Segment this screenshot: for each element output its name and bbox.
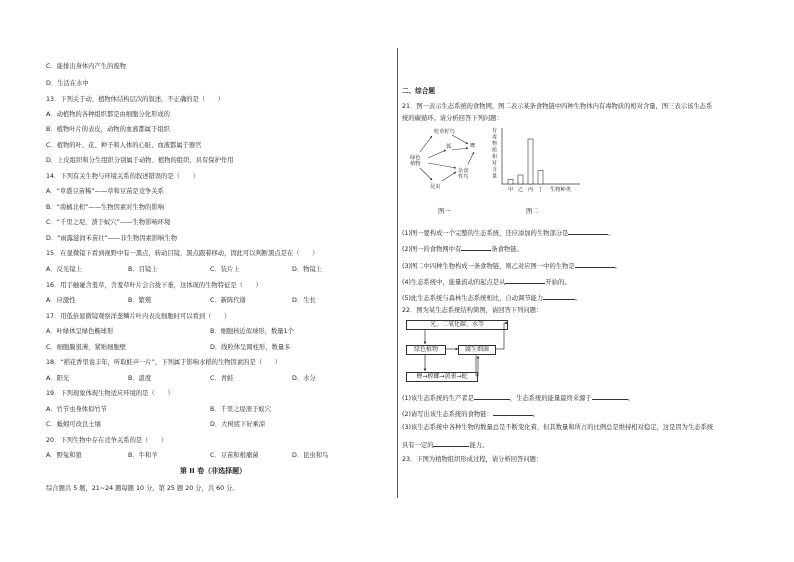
q21-part2-end: 条食物链。 [491,246,523,253]
q21-part3-blank[interactable] [575,261,615,268]
q17-stem: 17．用低倍显微镜观察洋葱鳞片叶内表皮细胞时可以看到（ ） [46,313,231,320]
q17-option-d: D．线粒体呈圆柱形，数量多 [210,344,291,351]
q21-part5-blank[interactable] [543,293,575,300]
q22-part1-text: (1)该生态系统的生产者是 [402,395,474,402]
q21-part4 [402,277,571,287]
q14-option-b: B．“南橘北枳”——生物因素对生物的影响 [46,204,164,211]
q21-part2-blank[interactable] [461,244,491,251]
q12-option-d: D．生活在水中 [46,80,89,87]
q22-part1 [402,393,634,403]
q17-option-a: A．叶绿体呈绿色椭球形 [46,328,114,335]
q15-option-a: A．反光镜上 [46,266,82,273]
q20-stem: 20．下列生物中存在竞争关系的是（ ） [46,437,168,444]
q18-option-b: B．温度 [128,375,152,382]
q19-option-d: D．大树底下好乘凉 [210,421,266,428]
figure2-category-label: 丙 [528,187,534,193]
q14-option-a: A．“草盛豆苗稀”——草和豆苗是竞争关系 [46,188,164,195]
q21-part3-text: (3)图二中四种生物构成一条食物链，则乙对应图一中的生物是 [402,263,575,270]
q22-part2-end: 。 [532,411,540,418]
q20-option-d: D．昆虫和鸟 [292,452,329,459]
figure2-bar [528,139,533,184]
q22-part2-blank[interactable] [493,409,533,416]
q22-part3: (3)该生态系统中各种生物的数量总是不断变化着，但其数量和所占的比例总是维持相对稳定，这是因为生态系统 [402,424,714,431]
q21-part4-end: 开始的。 [545,279,571,286]
q19-option-a: A．竹节虫身体似竹节 [46,406,107,413]
q17-option-b: B．细胞核近似球形，数量1个 [210,328,294,335]
figure2-bar [538,171,543,185]
node-green-plant: 绿色植物 [410,155,421,167]
q22-stem: 22．图为某生态系统结构简图，请回答下列问题： [402,307,543,314]
figure2-bar-chart [490,126,590,198]
q18-option-a: A．阳光 [46,375,70,382]
q22-part1-blank-a[interactable] [474,393,510,400]
q22-part1-blank-b[interactable] [592,393,628,400]
q21-part3-end: 。 [614,263,621,270]
figure2-ylabel-char: 有 [492,128,498,134]
column-divider [397,48,398,498]
food-chain-box: 蝉→螳螂→黄雀→蛇 [406,372,478,382]
q14-option-d: D．“雨露滋润禾苗壮”——非生物因素影响生物 [46,235,178,242]
q22-part3-cont-text: 具有一定的 [402,442,434,449]
figure2-category-label: 甲 [508,187,514,193]
q21-part4-blank[interactable] [505,277,545,284]
node-insect: 昆虫 [430,184,441,190]
figure2-ylabel-char: 物 [492,141,498,147]
q22-part3-cont [402,440,488,450]
section-title-comprehensive: 二、综合题 [402,87,435,95]
q15-stem: 15．在显微镜下看到视野中有一黑点，转动目镜，黑点跟着移动，因此可以判断黑点是在（ ） [46,250,319,257]
q21-part1-blank[interactable] [568,228,608,235]
node-hawk: 鹰 [470,143,476,149]
q21-part2 [402,244,523,254]
q15-option-d: D．物镜上 [292,266,323,273]
figure2-category-label: 乙 [518,187,524,193]
q15-option-b: B．目镜上 [128,266,158,273]
q22-part1-mid: ，生态系统的能量最终来源于 [509,395,592,402]
node-omnivore-bird: 杂食性鸟 [458,168,469,180]
q16-option-b: B．繁殖 [128,297,152,304]
q22-part2-text: (2)请写出该生态系统的食物链： [402,411,493,418]
q21-stem: 21．图一表示生态系统的食物网，图二表示某条食物链中四种生物体内有毒物质的相对含量，图三表示该生态系 [402,103,713,110]
q17-option-c: C．细胞膜很薄，紧贴细胞壁 [46,344,126,351]
q22-part2 [402,409,539,419]
figure2-ylabel-char: 毒 [492,134,498,141]
q21-part2-text: (2)图一的食物网中有 [402,246,462,253]
figure1-food-web [408,126,488,206]
figure2-caption: 图二 [526,208,539,215]
q21-part5-text: (5)此生态系统与森林生态系统相比，自动调节能力 [402,295,544,302]
node-seed-bird: 吃草籽鸟 [434,129,455,135]
q22-part3-end: 能力。 [469,442,489,449]
q20-option-c: C．豆苗和根瘤菌 [210,452,259,459]
q13-option-a: A．动植物的各种组织都是由细胞分化形成的 [46,111,170,118]
q13-option-d: D．上皮组织和分生组织分别属于动物、植物的组织，具有保护作用 [46,157,234,164]
q20-option-b: B．牛和羊 [128,452,158,459]
figure2-xlabel: 生物种类 [550,187,571,193]
figure2-ylabel-char: 含 [492,167,498,173]
q21-part4-text: (4)生态系统中，能量流动的起点是从 [402,279,506,286]
q18-option-d: D．水分 [292,375,316,382]
q18-option-c: C．青蛙 [210,375,234,382]
figure2-category-label: 丁 [538,187,544,193]
q21-part5 [402,293,581,303]
q21-stem-cont: 统的碳循环。请分析回答下列问题： [402,115,503,122]
q22-part3-blank[interactable] [433,440,469,447]
q19-option-b: B．千里之堤溃于蚁穴 [210,406,271,413]
q23-stem: 23．下图为植物组织形成过程，请分析回答问题： [402,456,543,463]
q14-stem: 14．下列有关生物与环境关系的叙述错误的是（ ） [46,173,199,180]
q16-option-a: A．应激性 [46,297,76,304]
abiotic-factors-box: 光、二氧化碳、水等 [406,320,508,330]
q20-option-a: A．野兔和狼 [46,452,82,459]
q22-diagram-arrows [400,318,520,388]
q16-stem: 16．用手触碰含羞草，含羞草叶片会合拢下垂，这体现的生物特征是（ ） [46,282,262,289]
figure1-caption: 图一 [438,208,451,215]
q21-part5-end: 。 [575,295,582,302]
q19-stem: 19．下列现象体现生物适应环境的是（ ） [46,390,174,397]
green-plant-box: 绿色植物 [406,345,446,355]
q16-option-c: C．新陈代谢 [210,297,246,304]
q18-stem: 18．“稻花香里说丰年，听取蛙声一片”，下列属于影响水稻的生物因素的是（ ） [46,359,281,366]
node-fox: 狐 [446,144,452,150]
q21-part3 [402,261,621,271]
section2-note: 综合题共 5 题，21~24 题每题 10 分，第 25 题 20 分，共 60 分。 [46,485,239,492]
q21-part1-end: 。 [608,230,615,237]
figure2-ylabel-char: 相 [492,154,498,160]
q15-option-c: C．装片上 [210,266,240,273]
q13-stem: 13．下列关于动、植物体结构层次的叙述，不正确的是（ ） [46,96,225,103]
q16-option-d: D．生长 [292,297,316,304]
q21-part1 [402,228,615,238]
q22-part1-end: 。 [627,395,635,402]
q13-option-b: B．植物叶片的表皮，动物的血液都属于组织 [46,126,170,133]
q12-option-c: C．能排出身体内产生的废物 [46,63,126,70]
figure2-bar [508,180,513,185]
figure2-ylabel-char: 对 [492,160,498,167]
section2-title: 第 II 卷（非选择题） [180,467,247,475]
q19-option-c: C．蚯蚓可改良土壤 [46,421,101,428]
figure2-bar [518,175,523,184]
q13-option-c: C．植物的叶、花、种子和人体的心脏、血液都属于器官 [46,142,202,149]
figure2-ylabel-char: 质 [492,147,498,154]
decomposer-box: 腐生细菌 [458,345,496,355]
q21-part1-text: (1)图一要构成一个完整的生态系统，还应添加的生物部分是 [402,230,569,237]
q14-option-c: C．“千里之堤，溃于蚁穴”——生物影响环境 [46,219,171,226]
figure2-ylabel-char: 量 [492,173,498,180]
